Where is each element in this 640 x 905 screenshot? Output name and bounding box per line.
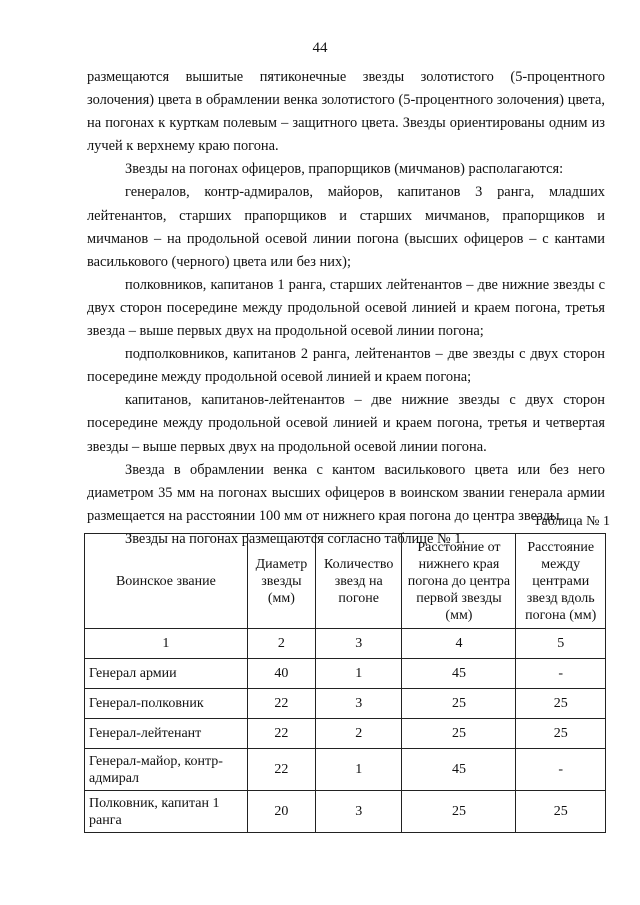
- table-header-row: [85, 534, 606, 629]
- cell-distance-first: 45: [402, 659, 516, 689]
- column-number: 2: [247, 629, 315, 659]
- cell-rank: Генерал-полковник: [85, 689, 248, 719]
- body-text: [87, 66, 605, 551]
- paragraph: Звезды на погонах размещаются согласно таблице № 1.: [125, 530, 466, 547]
- stars-table: [84, 533, 606, 833]
- cell-diameter: 22: [247, 749, 315, 791]
- table-caption: Таблица № 1: [533, 514, 610, 529]
- cell-diameter: 20: [247, 791, 315, 833]
- paragraph: Звезды на погонах офицеров, прапорщиков (мичманов) располагаются:: [125, 161, 564, 178]
- table-row: [85, 749, 606, 791]
- header-rank: Воинское звание: [85, 534, 248, 629]
- paragraph: Звезда в обрамлении венка с кантом василькового цвета или без него диаметром 35 мм на погонах высших офицеров в воинском звании генерала армии размещается на расстоянии 100 мм от нижнего края погона до центра звезды.: [87, 461, 605, 524]
- cell-distance-first: 25: [402, 689, 516, 719]
- paragraph: генералов, контр-адмиралов, майоров, капитанов 3 ранга, младших лейтенантов, старших прапорщиков и старших мичманов, прапорщиков и мичманов – на продольной осевой линии погона (высших офицеров – с кантами василькового (черного) цвета или без них);: [87, 184, 605, 270]
- cell-distance-first: 25: [402, 791, 516, 833]
- header-diameter: Диаметр звезды (мм): [247, 534, 315, 629]
- cell-distance-between: 25: [516, 689, 606, 719]
- cell-count: 1: [315, 749, 401, 791]
- paragraph: капитанов, капитанов-лейтенантов – две нижние звезды с двух сторон посередине между продольной осевой линией и краем погона, третья и четвертая звезды – выше первых двух на продольной осевой линии погона.: [87, 392, 605, 455]
- cell-distance-between: 25: [516, 791, 606, 833]
- paragraph: подполковников, капитанов 2 ранга, лейтенантов – две звезды с двух сторон посередине между продольной осевой линией и краем погона;: [87, 346, 605, 386]
- header-distance-first: Расстояние от нижнего края погона до центра первой звезды (мм): [402, 534, 516, 629]
- table-row: [85, 791, 606, 833]
- column-number-row: [85, 629, 606, 659]
- cell-count: 1: [315, 659, 401, 689]
- paragraph: размещаются вышитые пятиконечные звезды золотистого (5-процентного золочения) цвета в обрамлении венка золотистого (5-процентного золочения) цвета, на погонах к курткам полевым – защитного цвета. Звезды ориентированы одним из лучей к верхнему краю погона.: [87, 69, 605, 155]
- column-number: 4: [402, 629, 516, 659]
- cell-rank: Полковник, капитан 1 ранга: [85, 791, 248, 833]
- cell-distance-between: -: [516, 749, 606, 791]
- cell-diameter: 22: [247, 689, 315, 719]
- header-distance-between: Расстояние между центрами звезд вдоль погона (мм): [516, 534, 606, 629]
- table-row: [85, 719, 606, 749]
- column-number: 1: [85, 629, 248, 659]
- header-count: Количество звезд на погоне: [315, 534, 401, 629]
- cell-distance-between: 25: [516, 719, 606, 749]
- column-number: 3: [315, 629, 401, 659]
- page-number: 44: [312, 40, 328, 56]
- cell-count: 2: [315, 719, 401, 749]
- cell-distance-first: 45: [402, 749, 516, 791]
- cell-distance-between: -: [516, 659, 606, 689]
- cell-diameter: 40: [247, 659, 315, 689]
- column-number: 5: [516, 629, 606, 659]
- paragraph: полковников, капитанов 1 ранга, старших лейтенантов – две нижние звезды с двух сторон посередине между продольной осевой линией и краем погона, третья звезда – выше первых двух на продольной осевой линии погона;: [87, 276, 605, 340]
- cell-count: 3: [315, 791, 401, 833]
- table-row: [85, 689, 606, 719]
- cell-rank: Генерал-лейтенант: [85, 719, 248, 749]
- cell-diameter: 22: [247, 719, 315, 749]
- table-row: [85, 659, 606, 689]
- cell-count: 3: [315, 689, 401, 719]
- cell-distance-first: 25: [402, 719, 516, 749]
- cell-rank: Генерал армии: [85, 659, 248, 689]
- cell-rank: Генерал-майор, контр-адмирал: [85, 749, 248, 791]
